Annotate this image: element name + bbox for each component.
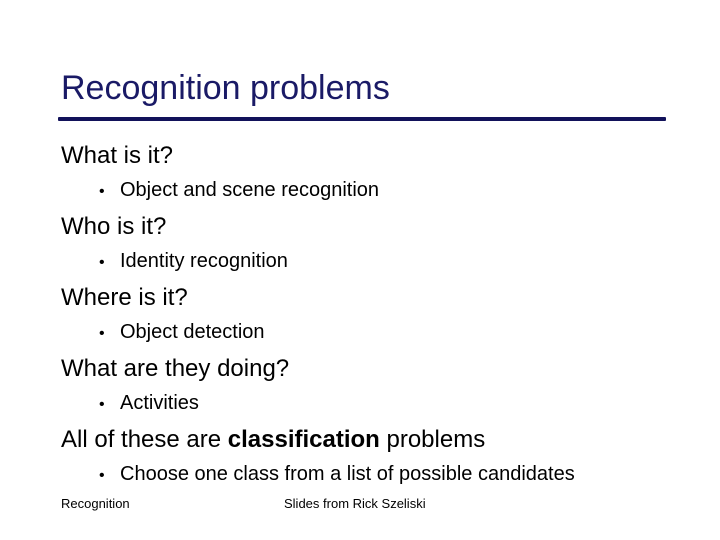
footer-left: Recognition (61, 496, 130, 511)
item-text: What are they doing? (61, 355, 290, 382)
summary-emphasis: classification (227, 426, 380, 453)
sub-item-text: Identity recognition (120, 250, 288, 272)
bullet-icon: • (99, 325, 105, 342)
sub-item-text: Choose one class from a list of possible candidates (120, 463, 575, 485)
item-summary (61, 424, 701, 489)
item-doing (61, 353, 701, 418)
sub-item (99, 390, 701, 418)
bullet-icon: • (99, 254, 105, 271)
summary-suffix: problems (379, 426, 486, 453)
footer-center: Slides from Rick Szeliski (284, 496, 426, 511)
title-underline (58, 117, 666, 121)
bullet-icon: • (99, 467, 105, 484)
item-text: What is it? (61, 142, 174, 169)
sub-item-text: Object and scene recognition (120, 179, 380, 201)
item-text: Where is it? (61, 284, 188, 311)
summary-text (61, 424, 701, 456)
item-text: Who is it? (61, 213, 167, 240)
sub-item (99, 319, 701, 347)
slide-title: Recognition problems (61, 69, 390, 107)
summary-prefix: All of these are (61, 426, 228, 453)
slide-content (61, 140, 701, 489)
bullet-icon: • (99, 183, 105, 200)
sub-item (99, 461, 701, 489)
sub-item-text: Object detection (120, 321, 265, 343)
sub-item (99, 177, 701, 205)
item-where (61, 282, 701, 347)
sub-item (99, 248, 701, 276)
bullet-icon: • (99, 396, 105, 413)
sub-item-text: Activities (120, 392, 199, 414)
item-who (61, 211, 701, 276)
item-what (61, 140, 701, 205)
